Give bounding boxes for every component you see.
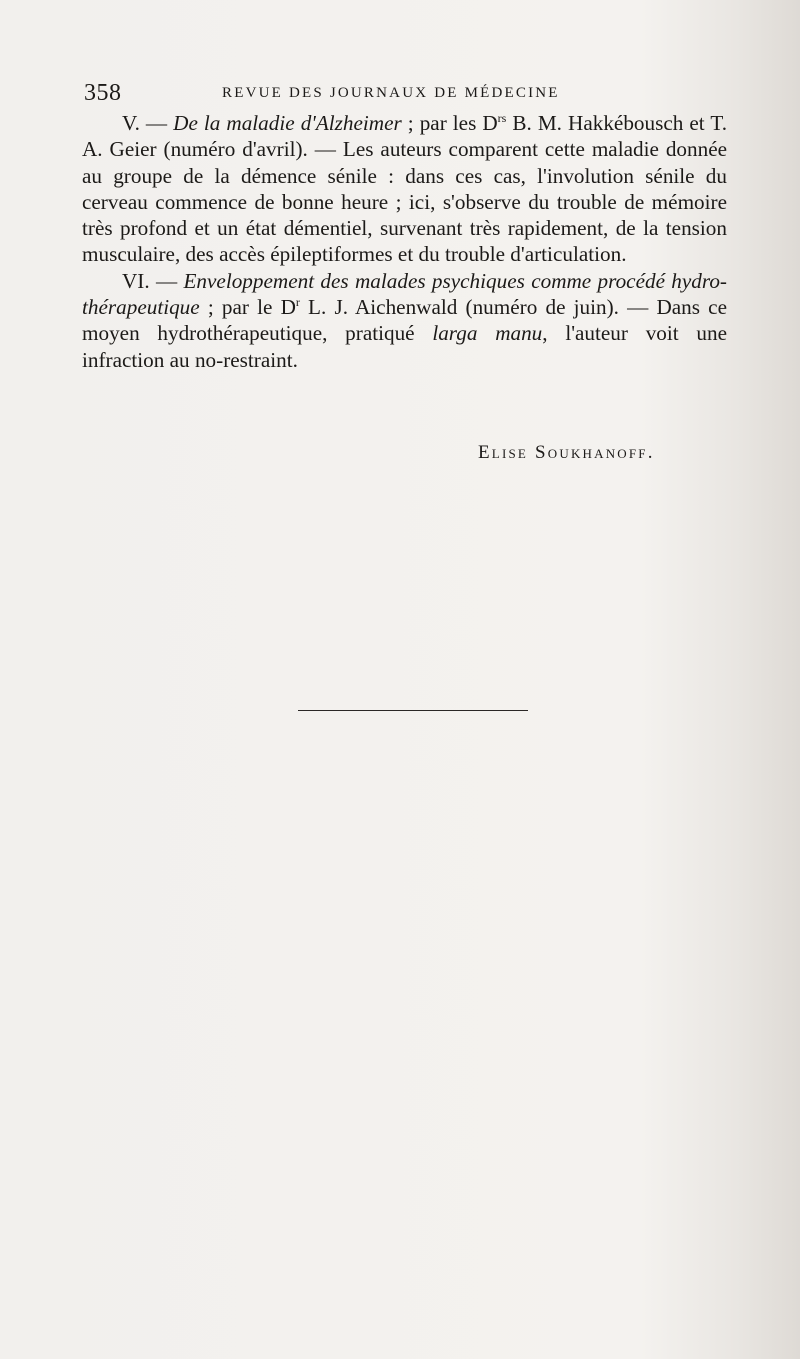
article-body <box>82 110 727 373</box>
latin-phrase: larga manu <box>432 321 543 346</box>
page-header <box>84 78 734 108</box>
dash: — <box>149 268 184 293</box>
summary-text-vi-end: , l'auteur voit une infraction au no-restraint. <box>82 321 727 372</box>
summary-text-vi: L. J. Aichenwald (numéro de juin). — Dans ce moyen hydrothérapeutique, pratiqué <box>82 295 727 346</box>
article-title-vi: Enveloppement des malades psychiques comme procédé hydro-thérapeutique <box>82 268 727 320</box>
author-signature: Elise Soukhanoff. <box>478 442 655 463</box>
doctor-superscript-v: rs <box>497 111 507 125</box>
section-numeral-v: V. <box>122 111 140 135</box>
author-intro-v: ; par les D <box>401 111 498 135</box>
dash: — <box>139 111 174 135</box>
paragraph-vi <box>82 268 727 373</box>
running-head: REVUE DES JOURNAUX DE MÉDECINE <box>222 85 560 101</box>
summary-text-v: B. M. Hakkébousch et T. A. Geier (numéro d'avril). — Les auteurs comparent cette maladie donnée au groupe de la démence sénile : dans ces cas, l'involution sénile du cerveau commence de bonne heure ; ici, s'observe du trouble de mémoire très profond et un état démentiel, survenant très rapidement, de la tension musculaire, des accès épileptiformes et du trouble d'articulation. <box>82 111 727 267</box>
article-title-v: De la maladie d'Alzheimer <box>173 111 402 135</box>
author-intro-vi: ; par le D <box>199 295 296 320</box>
paragraph-v <box>82 110 727 268</box>
section-divider-rule <box>298 710 528 711</box>
doctor-superscript-vi: r <box>295 295 300 310</box>
section-numeral-vi: VI. <box>122 268 150 293</box>
page-number: 358 <box>84 80 122 106</box>
